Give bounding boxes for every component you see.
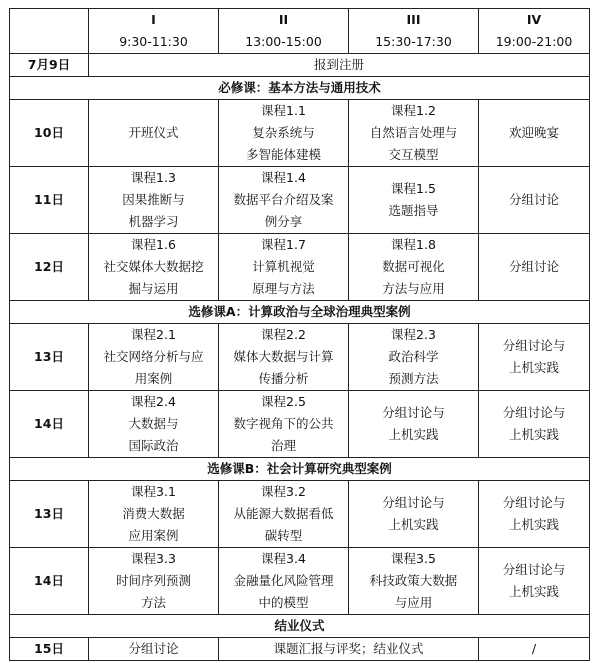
session-line: 课程3.5 bbox=[391, 551, 436, 566]
session-line: 上机实践 bbox=[508, 427, 559, 442]
section-required-title: 必修课：基本方法与通用技术 bbox=[10, 77, 590, 100]
session-line: 金融量化风险管理 bbox=[233, 573, 334, 588]
session-line: 数据平台介绍及案 bbox=[233, 192, 334, 207]
session-cell bbox=[219, 481, 349, 548]
period-1-header: I 9:30-11:30 bbox=[89, 9, 219, 54]
session-line: 交互模型 bbox=[388, 147, 439, 162]
session-line: 例分享 bbox=[264, 214, 303, 229]
session-line: 课程1.5 bbox=[391, 181, 436, 196]
session-line: 课程1.4 bbox=[261, 170, 306, 185]
session-line: 机器学习 bbox=[128, 214, 179, 229]
session-line: 方法与应用 bbox=[382, 281, 445, 296]
session-line: 碳转型 bbox=[264, 528, 303, 543]
session-line: 预测方法 bbox=[388, 371, 439, 386]
day-cell: 14日 bbox=[10, 548, 89, 615]
period-4-header: IV 19:00-21:00 bbox=[479, 9, 590, 54]
session-line: 时间序列预测 bbox=[115, 573, 191, 588]
session-line: 复杂系统与 bbox=[252, 125, 315, 140]
session-line: 上机实践 bbox=[388, 517, 439, 532]
session-cell bbox=[479, 391, 590, 458]
session-line: 开班仪式 bbox=[128, 125, 179, 140]
session-line: 课程1.6 bbox=[131, 237, 176, 252]
section-closing-title: 结业仪式 bbox=[10, 615, 590, 638]
session-line: 从能源大数据看低 bbox=[233, 506, 334, 521]
closing-row bbox=[10, 638, 590, 661]
session-cell bbox=[89, 167, 219, 234]
section-elective-a-title: 选修课A：计算政治与全球治理典型案例 bbox=[10, 301, 590, 324]
session-line: 科技政策大数据 bbox=[369, 573, 458, 588]
session-cell bbox=[89, 391, 219, 458]
session-line: 分组讨论与 bbox=[382, 495, 445, 510]
session-cell bbox=[219, 167, 349, 234]
session-line: 多智能体建模 bbox=[245, 147, 321, 162]
session-line: 课程2.1 bbox=[131, 327, 176, 342]
schedule-row bbox=[10, 167, 590, 234]
session-line: 应用案例 bbox=[128, 528, 179, 543]
session-line: 媒体大数据与计算 bbox=[233, 349, 334, 364]
session-cell bbox=[349, 324, 479, 391]
session-line: 选题指导 bbox=[388, 203, 439, 218]
session-cell bbox=[479, 481, 590, 548]
session-line: 课程2.2 bbox=[261, 327, 306, 342]
period-2-header: II 13:00-15:00 bbox=[219, 9, 349, 54]
session-cell bbox=[219, 234, 349, 301]
schedule-row bbox=[10, 234, 590, 301]
session-line: 课程3.3 bbox=[131, 551, 176, 566]
session-cell bbox=[219, 548, 349, 615]
session-line: 掘与运用 bbox=[128, 281, 179, 296]
session-line: 分组讨论 bbox=[508, 192, 559, 207]
session-cell bbox=[479, 548, 590, 615]
session-line: 分组讨论与 bbox=[502, 562, 566, 577]
header-row bbox=[10, 9, 590, 54]
session-cell bbox=[349, 234, 479, 301]
session-line: 数字视角下的公共 bbox=[233, 416, 334, 431]
section-elective-b-row bbox=[10, 458, 590, 481]
session-cell bbox=[479, 100, 590, 167]
session-line: 分组讨论与 bbox=[382, 405, 445, 420]
schedule-row bbox=[10, 100, 590, 167]
session-line: 课程3.2 bbox=[261, 484, 306, 499]
closing-day: 15日 bbox=[10, 638, 89, 661]
session-line: 上机实践 bbox=[508, 584, 559, 599]
session-line: 方法 bbox=[140, 595, 166, 610]
session-line: 课程1.2 bbox=[391, 103, 436, 118]
day-cell: 12日 bbox=[10, 234, 89, 301]
corner-cell bbox=[10, 9, 89, 54]
period-3-header: III 15:30-17:30 bbox=[349, 9, 479, 54]
session-cell bbox=[349, 167, 479, 234]
session-line: 课程2.5 bbox=[261, 394, 306, 409]
session-line: 社交网络分析与应 bbox=[103, 349, 204, 364]
session-cell bbox=[219, 391, 349, 458]
session-cell bbox=[89, 548, 219, 615]
session-cell bbox=[349, 481, 479, 548]
session-line: 分组讨论与 bbox=[502, 338, 566, 353]
session-line: 国际政治 bbox=[128, 438, 179, 453]
session-cell bbox=[219, 100, 349, 167]
session-line: 社交媒体大数据挖 bbox=[103, 259, 204, 274]
day-cell: 14日 bbox=[10, 391, 89, 458]
session-line: 原理与方法 bbox=[252, 281, 315, 296]
session-line: 大数据与 bbox=[128, 416, 179, 431]
session-line: 课程1.8 bbox=[391, 237, 436, 252]
session-line: 课程1.3 bbox=[131, 170, 176, 185]
session-line: 分组讨论与 bbox=[502, 405, 566, 420]
closing-ceremony: 课题汇报与评奖；结业仪式 bbox=[219, 638, 479, 661]
session-line: 上机实践 bbox=[508, 360, 559, 375]
session-cell bbox=[349, 100, 479, 167]
session-cell bbox=[479, 234, 590, 301]
session-line: 课程2.4 bbox=[131, 394, 176, 409]
session-line: 上机实践 bbox=[508, 517, 559, 532]
session-cell bbox=[89, 234, 219, 301]
section-elective-a-row bbox=[10, 301, 590, 324]
session-line: 与应用 bbox=[394, 595, 433, 610]
session-line: 欢迎晚宴 bbox=[508, 125, 559, 140]
section-elective-b-title: 选修课B：社会计算研究典型案例 bbox=[10, 458, 590, 481]
session-line: 自然语言处理与 bbox=[369, 125, 458, 140]
session-line: 数据可视化 bbox=[382, 259, 445, 274]
registration-text: 报到注册 bbox=[89, 54, 590, 77]
session-line: 计算机视觉 bbox=[252, 259, 315, 274]
registration-day: 7月9日 bbox=[10, 54, 89, 77]
session-cell bbox=[479, 324, 590, 391]
session-cell bbox=[219, 324, 349, 391]
session-cell bbox=[479, 167, 590, 234]
session-line: 课程3.4 bbox=[261, 551, 306, 566]
session-line: 分组讨论 bbox=[508, 259, 559, 274]
section-required-row bbox=[10, 77, 590, 100]
session-line: 政治科学 bbox=[388, 349, 439, 364]
closing-session-1: 分组讨论 bbox=[89, 638, 219, 661]
session-line: 消费大数据 bbox=[122, 506, 185, 521]
schedule-row bbox=[10, 324, 590, 391]
session-line: 课程3.1 bbox=[131, 484, 176, 499]
schedule-row bbox=[10, 391, 590, 458]
day-cell: 13日 bbox=[10, 324, 89, 391]
session-line: 因果推断与 bbox=[122, 192, 185, 207]
session-line: 用案例 bbox=[134, 371, 173, 386]
session-line: 治理 bbox=[270, 438, 296, 453]
registration-row bbox=[10, 54, 590, 77]
closing-session-4: / bbox=[479, 638, 590, 661]
session-cell bbox=[349, 391, 479, 458]
schedule-row bbox=[10, 481, 590, 548]
session-cell bbox=[89, 481, 219, 548]
day-cell: 10日 bbox=[10, 100, 89, 167]
day-cell: 11日 bbox=[10, 167, 89, 234]
session-cell bbox=[89, 324, 219, 391]
session-line: 分组讨论与 bbox=[502, 495, 566, 510]
session-line: 课程2.3 bbox=[391, 327, 436, 342]
session-line: 传播分析 bbox=[258, 371, 309, 386]
schedule-table bbox=[9, 8, 590, 661]
session-line: 上机实践 bbox=[388, 427, 439, 442]
session-cell bbox=[89, 100, 219, 167]
session-line: 课程1.1 bbox=[261, 103, 306, 118]
schedule-row bbox=[10, 548, 590, 615]
day-cell: 13日 bbox=[10, 481, 89, 548]
section-closing-row bbox=[10, 615, 590, 638]
session-line: 课程1.7 bbox=[261, 237, 306, 252]
session-cell bbox=[349, 548, 479, 615]
session-line: 中的模型 bbox=[258, 595, 309, 610]
